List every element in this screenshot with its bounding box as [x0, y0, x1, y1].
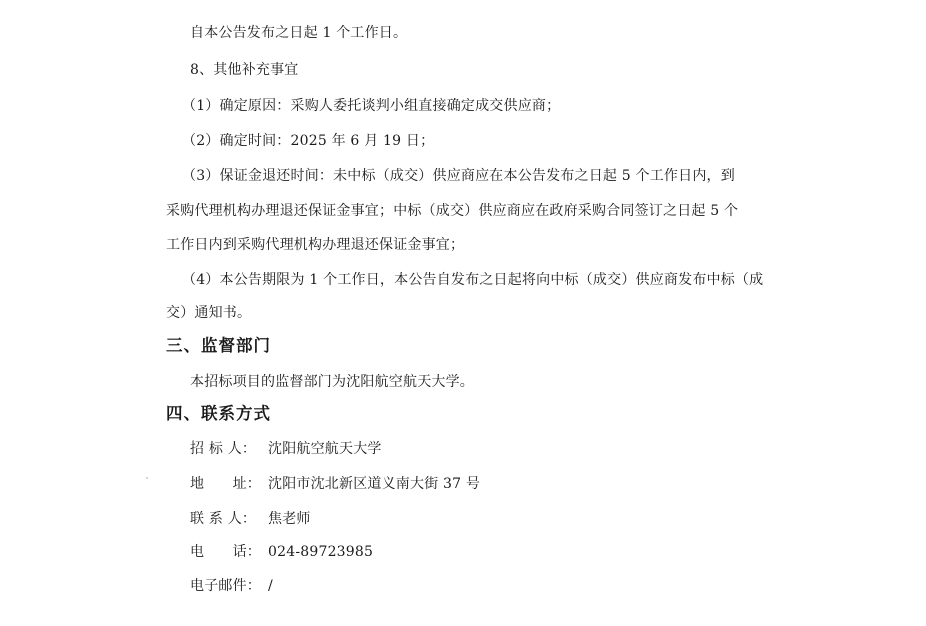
contact-value: 沈阳市沈北新区道义南大街 37 号: [268, 476, 481, 492]
contact-label: 电子邮件：: [190, 578, 261, 594]
item-8-1: （1）确定原因：采购人委托谈判小组直接确定成交供应商；: [182, 98, 561, 114]
contact-row-person: [190, 509, 311, 529]
contact-label: 电 话：: [190, 544, 261, 560]
section-4-heading: 四、联系方式: [166, 404, 271, 423]
item-8-3-line-1: （3）保证金退还时间：未中标（成交）供应商应在本公告发布之日起 5 个工作日内，到: [182, 168, 735, 184]
item-8-3-line-3: 工作日内到采购代理机构办理退还保证金事宜；: [166, 237, 465, 253]
item-8-4-line-1: （4）本公告期限为 1 个工作日，本公告自发布之日起将向中标（成交）供应商发布中标（成: [182, 272, 764, 288]
section-3-heading: 三、监督部门: [166, 336, 271, 355]
section-3-text: 本招标项目的监督部门为沈阳航空航天大学。: [190, 374, 474, 390]
contact-row-phone: [190, 542, 373, 562]
contact-label: 联 系 人：: [190, 511, 257, 527]
contact-row-email: [190, 576, 273, 596]
item-8-2: （2）确定时间：2025 年 6 月 19 日；: [182, 133, 435, 149]
item-8-title: 8、其他补充事宜: [190, 62, 299, 78]
contact-value: 沈阳航空航天大学: [268, 441, 382, 457]
contact-label: 地 址：: [190, 476, 261, 492]
contact-value: 024-89723985: [268, 544, 374, 560]
contact-row-tenderer: [190, 439, 382, 459]
contact-value: /: [268, 578, 273, 594]
contact-value: 焦老师: [268, 511, 311, 527]
contact-label: 招 标 人：: [190, 441, 257, 457]
item-8-4-line-2: 交）通知书。: [166, 305, 252, 321]
item-8-3-line-2: 采购代理机构办理退还保证金事宜；中标（成交）供应商应在政府采购合同签订之日起 5 个: [166, 203, 739, 219]
text-line-deadline: 自本公告发布之日起 1 个工作日。: [190, 25, 408, 41]
contact-row-address: [190, 474, 480, 494]
scan-speck: [146, 477, 148, 479]
